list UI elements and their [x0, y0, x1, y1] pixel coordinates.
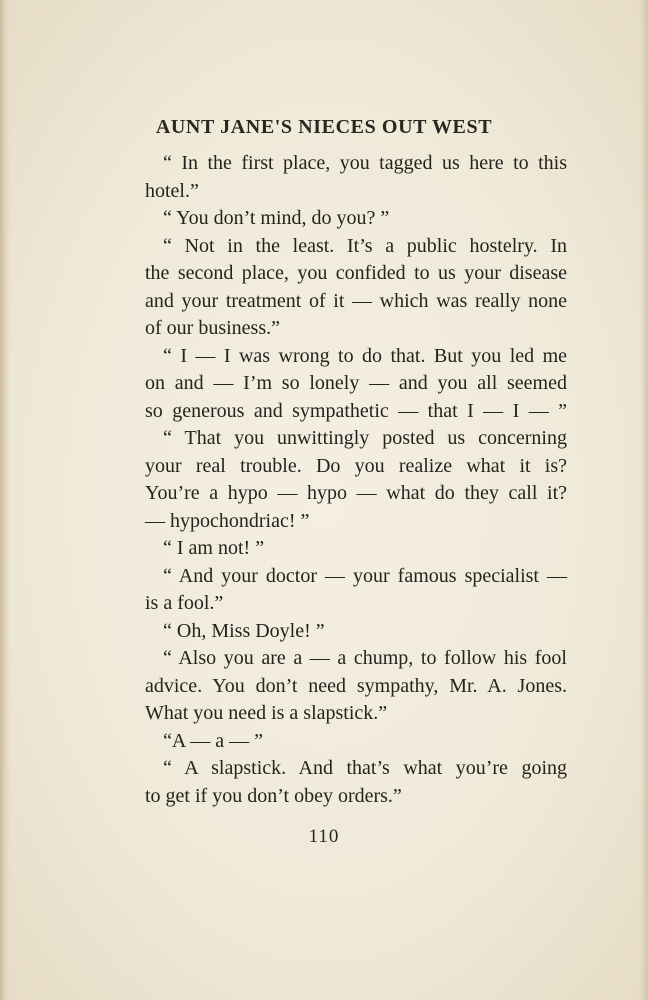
text-line: “ That you unwittingly posted us concerning	[163, 427, 567, 449]
page-edge-shadow-left	[0, 0, 10, 1000]
text-line: What you need is a slapstick.”	[145, 702, 388, 724]
text-line: on and — I’m so lonely — and you all seemed	[145, 372, 567, 394]
text-line: “ I am not! ”	[163, 537, 265, 559]
text-line: so generous and sympathetic — that I — I — ”	[145, 399, 567, 422]
text-line: — hypochondriac! ”	[145, 509, 310, 532]
text-line: of our business.”	[145, 317, 280, 339]
text-line: hotel.”	[145, 179, 199, 202]
text-line: “ And your doctor — your famous specialist —	[163, 564, 567, 587]
text-line: “ In the first place, you tagged us here to this	[163, 152, 567, 174]
text-line: “ Also you are a — a chump, to follow his fool	[163, 647, 567, 669]
page-edge-shadow-right	[640, 0, 648, 1000]
text-line: “ You don’t mind, do you? ”	[163, 207, 390, 229]
text-line: the second place, you confided to us your disease	[145, 262, 567, 284]
text-line: to get if you don’t obey orders.”	[145, 784, 402, 807]
text-line: “ I — I was wrong to do that. But you led me	[163, 344, 567, 367]
body-text	[145, 150, 567, 810]
text-line: “ Not in the least. It’s a public hostelry. In	[163, 234, 567, 257]
text-line: advice. You don’t need sympathy, Mr. A. Jones.	[145, 674, 567, 697]
running-head: AUNT JANE'S NIECES OUT WEST	[155, 116, 493, 138]
text-line: “ Oh, Miss Doyle! ”	[163, 619, 325, 642]
text-line: is a fool.”	[145, 592, 224, 614]
text-line: and your treatment of it — which was really none	[145, 289, 567, 312]
text-line: “ A slapstick. And that’s what you’re going	[163, 757, 567, 779]
text-line: You’re a hypo — hypo — what do they call it?	[145, 482, 567, 504]
text-line: “A — a — ”	[163, 729, 263, 752]
page-number: 110	[308, 826, 340, 847]
text-line: your real trouble. Do you realize what it is?	[145, 454, 567, 477]
